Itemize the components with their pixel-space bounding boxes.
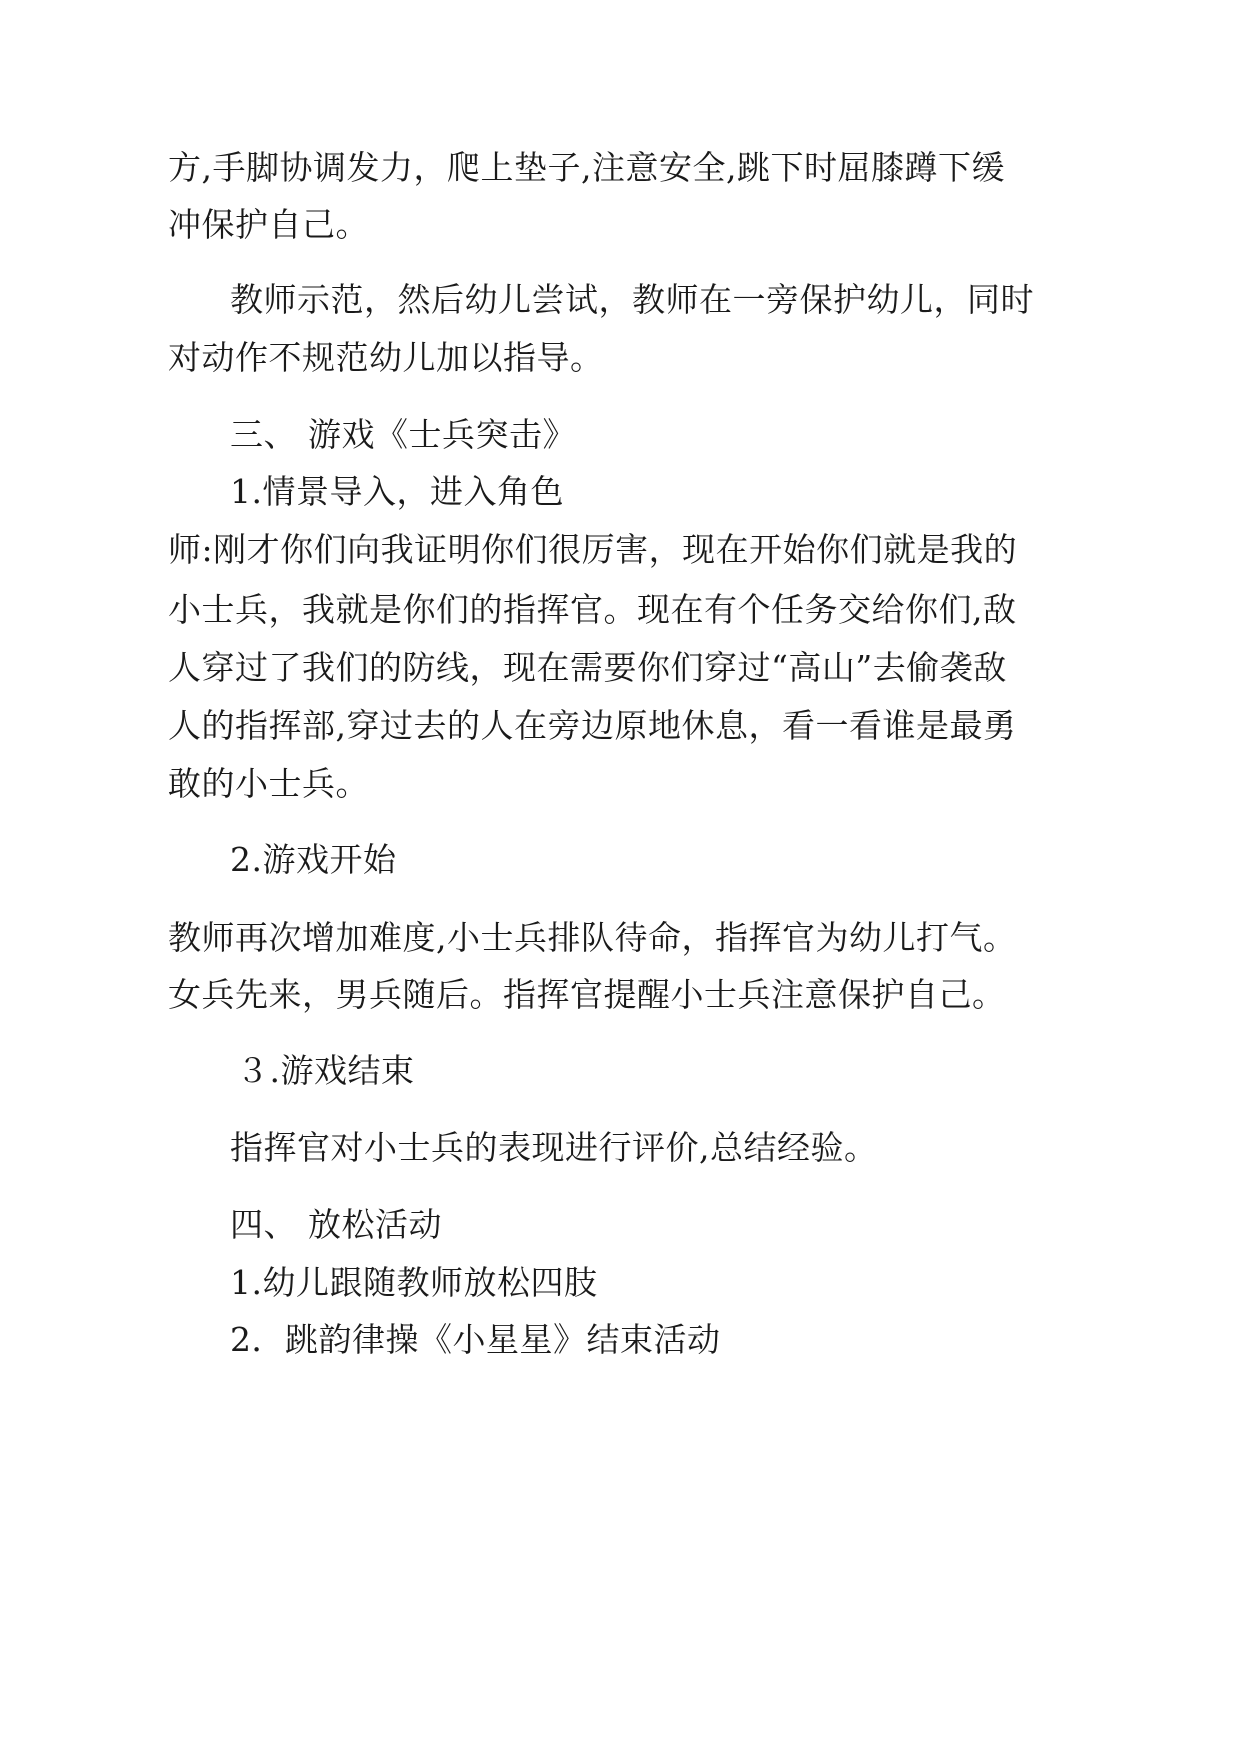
- step-heading: 1.情景导入，进入角色: [230, 472, 564, 511]
- paragraph-line: 人穿过了我们的防线，现在需要你们穿过“高山”去偷袭敌: [168, 648, 1007, 687]
- paragraph-line: 人的指挥部,穿过去的人在旁边原地休息，看一看谁是最勇: [168, 706, 1017, 745]
- paragraph-line: 师:刚才你们向我证明你们很厉害，现在开始你们就是我的: [168, 530, 1018, 569]
- paragraph-line: 方,手脚协调发力，爬上垫子,注意安全,跳下时屈膝蹲下缓: [168, 148, 1005, 187]
- paragraph-line: 指挥官对小士兵的表现进行评价,总结经验。: [230, 1128, 878, 1167]
- paragraph-line: 教师再次增加难度,小士兵排队待命，指挥官为幼儿打气。: [168, 918, 1017, 957]
- section-heading: 四、 放松活动: [230, 1205, 442, 1244]
- paragraph-line: 女兵先来，男兵随后。指挥官提醒小士兵注意保护自己。: [168, 975, 1006, 1014]
- paragraph-line: 小士兵，我就是你们的指挥官。现在有个任务交给你们,敌: [168, 590, 1017, 629]
- step-heading: ３.游戏结束: [236, 1051, 415, 1090]
- paragraph-line: 冲保护自己。: [168, 205, 369, 244]
- paragraph-line: 敢的小士兵。: [168, 764, 369, 803]
- paragraph-line: 教师示范，然后幼儿尝试，教师在一旁保护幼儿，同时: [230, 280, 1034, 319]
- paragraph-line: 对动作不规范幼儿加以指导。: [168, 338, 604, 377]
- step-heading: 2.游戏开始: [230, 840, 397, 879]
- step-heading: 2．跳韵律操《小星星》结束活动: [230, 1320, 721, 1359]
- section-heading: 三、 游戏《士兵突击》: [230, 415, 576, 454]
- step-heading: 1.幼儿跟随教师放松四肢: [230, 1263, 598, 1302]
